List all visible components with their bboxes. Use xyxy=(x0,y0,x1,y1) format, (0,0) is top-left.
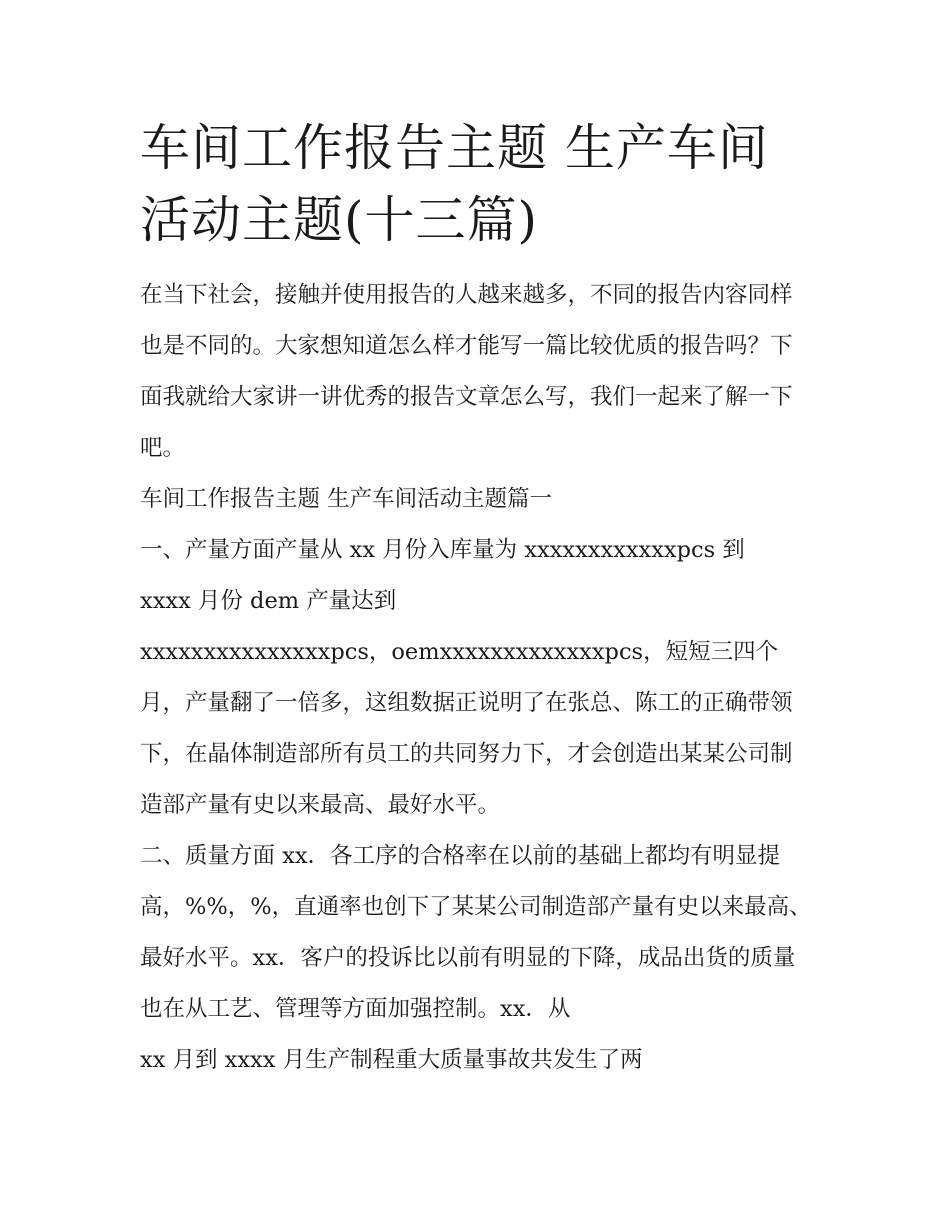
output-paragraph-line-1: 一、产量方面产量从 xx 月份入库量为 xxxxxxxxxxxxpcs 到 xyxy=(140,537,745,563)
document-page xyxy=(140,112,812,1086)
intro-paragraph: 在当下社会，接触并使用报告的人越来越多，不同的报告内容同样也是不同的。大家想知道怎么样才能写一篇比较优质的报告吗？下面我就给大家讲一讲优秀的报告文章怎么写，我们一起来了解一下吧。 xyxy=(140,282,793,461)
quality-paragraph: 二、质量方面 xx．各工序的合格率在以前的基础上都均有明显提高，%%，%，直通率也创下了某某公司制造部产量有史以来最高、最好水平。xx．客户的投诉比以前有明显的下降，成品出货的质量也在从工艺、管理等方面加强控制。xx．从 xyxy=(140,843,812,1022)
document-title: 车间工作报告主题 生产车间活动主题(十三篇) xyxy=(140,119,769,249)
output-paragraph-line-2: xxxx 月份 dem 产量达到 xyxy=(140,588,397,614)
section-heading: 车间工作报告主题 生产车间活动主题篇一 xyxy=(140,486,553,512)
quality-paragraph-last-line: xx 月到 xxxx 月生产制程重大质量事故共发生了两 xyxy=(140,1047,643,1073)
output-paragraph-body: xxxxxxxxxxxxxxxpcs，oemxxxxxxxxxxxxxpcs，短短三四个月，产量翻了一倍多，这组数据正说明了在张总、陈工的正确带领下，在晶体制造部所有员工的共同努力下，才会创造出某某公司制造部产量有史以来最高、最好水平。 xyxy=(140,639,793,818)
